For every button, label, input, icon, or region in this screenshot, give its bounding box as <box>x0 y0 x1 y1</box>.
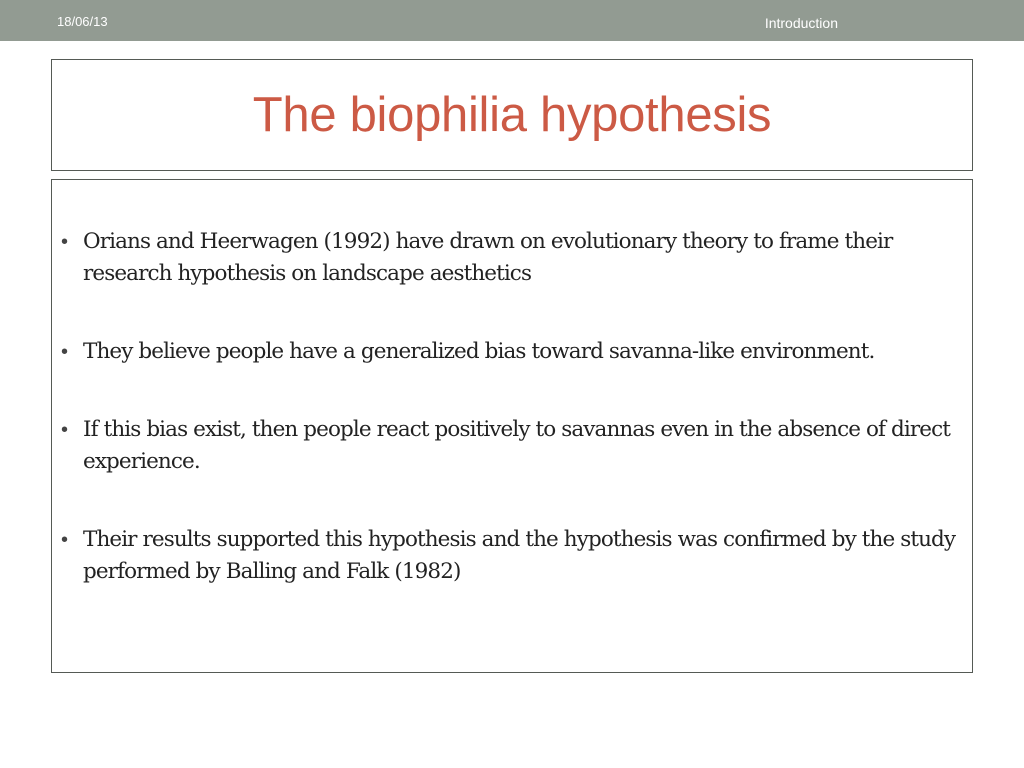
section-label: Introduction <box>764 15 838 31</box>
bullet-item <box>61 414 966 478</box>
bullet-icon: • <box>61 529 68 551</box>
bullet-icon: • <box>61 341 68 363</box>
content-box <box>51 179 973 673</box>
bullet-item <box>61 524 966 588</box>
header-bar <box>0 0 1024 41</box>
slide-title: The biophilia hypothesis <box>252 88 772 142</box>
bullet-text: Their results supported this hypothesis and the hypothesis was confirmed by the study performed by Balling and Falk (1982) <box>83 527 956 584</box>
bullet-text: If this bias exist, then people react positively to savannas even in the absence of direct experience. <box>83 417 950 474</box>
bullet-text: They believe people have a generalized bias toward savanna-like environment. <box>83 339 875 364</box>
bullet-item <box>61 226 966 290</box>
bullet-icon: • <box>61 231 68 253</box>
title-box <box>51 59 973 171</box>
slide-date: 18/06/13 <box>57 14 108 29</box>
bullet-icon: • <box>61 419 68 441</box>
bullet-text: Orians and Heerwagen (1992) have drawn on evolutionary theory to frame their research hypothesis on landscape aesthetics <box>83 229 893 286</box>
bullet-list <box>61 226 966 634</box>
bullet-item <box>61 336 966 368</box>
